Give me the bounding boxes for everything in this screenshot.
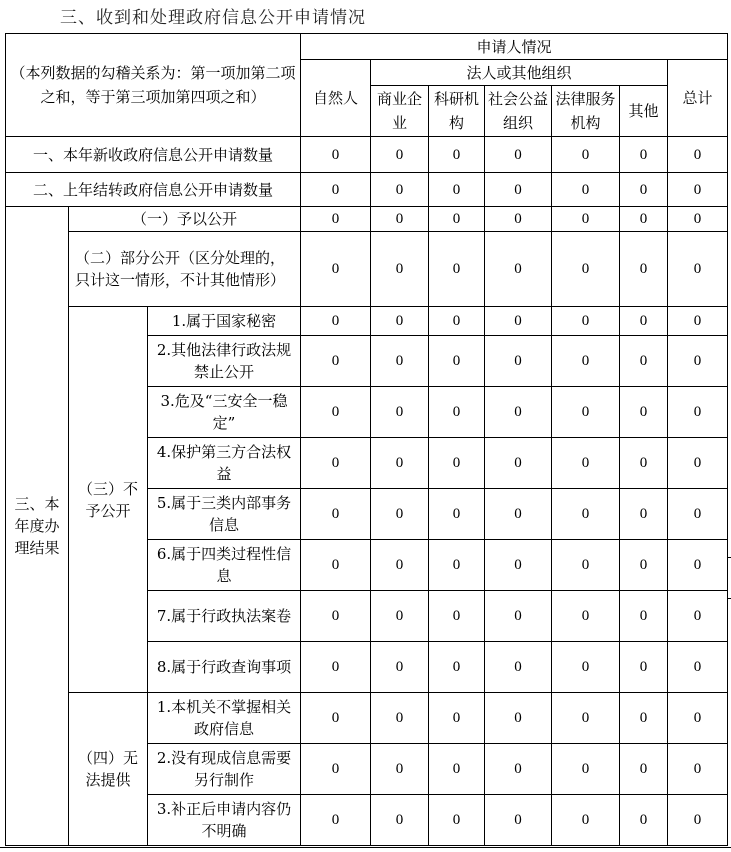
table-row (6, 693, 728, 744)
row-label-nd2: 2.其他法律行政法规禁止公开 (148, 336, 301, 387)
header-other: 其他 (620, 86, 668, 137)
cell: 0 (371, 387, 429, 438)
row-label-nd7: 7.属于行政执法案卷 (148, 591, 301, 642)
cell: 0 (485, 336, 552, 387)
cell: 0 (552, 307, 620, 336)
cell: 0 (301, 795, 371, 846)
cell: 0 (485, 591, 552, 642)
cell: 0 (552, 387, 620, 438)
cell: 0 (301, 489, 371, 540)
cell: 0 (620, 744, 668, 795)
cell: 0 (301, 693, 371, 744)
row-label-carried-over: 二、上年结转政府信息公开申请数量 (6, 173, 301, 207)
row-label-section3: 三、本年度办理结果 (6, 207, 69, 846)
cell: 0 (371, 795, 429, 846)
table-row (6, 307, 728, 336)
cell: 0 (620, 693, 668, 744)
cell: 0 (668, 336, 728, 387)
row-label-cannot-provide: （四）无法提供 (69, 693, 148, 846)
row-label-cp3: 3.补正后申请内容仍不明确 (148, 795, 301, 846)
cell: 0 (301, 207, 371, 232)
cell: 0 (429, 387, 485, 438)
cell: 0 (429, 207, 485, 232)
cell: 0 (429, 307, 485, 336)
cell: 0 (301, 232, 371, 307)
cell: 0 (485, 744, 552, 795)
cell: 0 (371, 591, 429, 642)
cell: 0 (429, 693, 485, 744)
cell: 0 (485, 232, 552, 307)
cell: 0 (668, 307, 728, 336)
table-row (6, 207, 728, 232)
cell: 0 (371, 489, 429, 540)
header-legal-service: 法律服务机构 (552, 86, 620, 137)
cell: 0 (429, 336, 485, 387)
cell: 0 (371, 173, 429, 207)
header-total: 总计 (668, 60, 728, 137)
cell: 0 (429, 137, 485, 173)
row-label-nd6: 6.属于四类过程性信息 (148, 540, 301, 591)
cell: 0 (620, 591, 668, 642)
cell: 0 (668, 642, 728, 693)
cell: 0 (301, 173, 371, 207)
cell: 0 (485, 173, 552, 207)
cell: 0 (620, 307, 668, 336)
cell: 0 (620, 173, 668, 207)
table-row (6, 137, 728, 173)
cell: 0 (668, 489, 728, 540)
cell: 0 (301, 336, 371, 387)
header-note: （本列数据的勾稽关系为：第一项加第二项之和，等于第三项加第四项之和） (6, 34, 301, 137)
row-label-cp2: 2.没有现成信息需要另行制作 (148, 744, 301, 795)
header-legal-group: 法人或其他组织 (371, 60, 668, 86)
cell: 0 (371, 336, 429, 387)
cell: 0 (620, 540, 668, 591)
cell: 0 (620, 387, 668, 438)
cell: 0 (485, 387, 552, 438)
cell: 0 (429, 232, 485, 307)
cell: 0 (552, 540, 620, 591)
cell: 0 (429, 438, 485, 489)
cell: 0 (552, 489, 620, 540)
cell: 0 (620, 336, 668, 387)
cell: 0 (485, 307, 552, 336)
cell: 0 (485, 795, 552, 846)
cell: 0 (371, 137, 429, 173)
cell: 0 (552, 173, 620, 207)
cell: 0 (668, 693, 728, 744)
cell: 0 (620, 795, 668, 846)
cell: 0 (301, 137, 371, 173)
cell: 0 (668, 438, 728, 489)
cell: 0 (668, 387, 728, 438)
cell: 0 (668, 795, 728, 846)
row-label-disclose: （一）予以公开 (69, 207, 301, 232)
cell: 0 (301, 438, 371, 489)
cell: 0 (429, 173, 485, 207)
cell: 0 (552, 232, 620, 307)
cell: 0 (620, 438, 668, 489)
cell: 0 (668, 137, 728, 173)
cell: 0 (485, 137, 552, 173)
cell: 0 (668, 744, 728, 795)
cell: 0 (371, 744, 429, 795)
cell: 0 (371, 642, 429, 693)
cell: 0 (552, 591, 620, 642)
row-label-not-disclose: （三）不予公开 (69, 307, 148, 693)
cell: 0 (552, 744, 620, 795)
cell: 0 (620, 207, 668, 232)
cell: 0 (668, 540, 728, 591)
cell: 0 (371, 540, 429, 591)
cell: 0 (668, 207, 728, 232)
cell: 0 (552, 336, 620, 387)
cell: 0 (552, 438, 620, 489)
table-row (6, 232, 728, 307)
cell: 0 (620, 232, 668, 307)
cell: 0 (552, 207, 620, 232)
adjacent-table-edge (727, 557, 731, 599)
row-label-nd1: 1.属于国家秘密 (148, 307, 301, 336)
cell: 0 (485, 207, 552, 232)
cell: 0 (668, 591, 728, 642)
cell: 0 (429, 591, 485, 642)
cell: 0 (552, 693, 620, 744)
cell: 0 (552, 642, 620, 693)
cell: 0 (371, 438, 429, 489)
cell: 0 (552, 795, 620, 846)
row-label-nd3: 3.危及“三安全一稳定” (148, 387, 301, 438)
applications-table (5, 33, 728, 846)
cell: 0 (668, 173, 728, 207)
cell: 0 (429, 540, 485, 591)
cell: 0 (429, 744, 485, 795)
cell: 0 (429, 489, 485, 540)
cell: 0 (301, 540, 371, 591)
cell: 0 (620, 137, 668, 173)
row-label-nd5: 5.属于三类内部事务信息 (148, 489, 301, 540)
cell: 0 (301, 642, 371, 693)
cell: 0 (301, 744, 371, 795)
cell: 0 (429, 795, 485, 846)
cell: 0 (485, 693, 552, 744)
row-label-partial: （二）部分公开（区分处理的，只计这一情形，不计其他情形） (69, 232, 301, 307)
cell: 0 (301, 591, 371, 642)
header-public-welfare: 社会公益组织 (485, 86, 552, 137)
cell: 0 (371, 693, 429, 744)
cell: 0 (552, 137, 620, 173)
cell: 0 (485, 489, 552, 540)
header-business: 商业企业 (371, 86, 429, 137)
cell: 0 (429, 642, 485, 693)
cell: 0 (668, 232, 728, 307)
cell: 0 (620, 642, 668, 693)
cell: 0 (620, 489, 668, 540)
row-label-nd4: 4.保护第三方合法权益 (148, 438, 301, 489)
section-title: 三、收到和处理政府信息公开申请情况 (60, 8, 366, 28)
cell: 0 (485, 642, 552, 693)
row-label-cp1: 1.本机关不掌握相关政府信息 (148, 693, 301, 744)
row-label-new-requests: 一、本年新收政府信息公开申请数量 (6, 137, 301, 173)
row-label-nd8: 8.属于行政查询事项 (148, 642, 301, 693)
cell: 0 (371, 207, 429, 232)
table-row (6, 173, 728, 207)
header-applicant: 申请人情况 (301, 34, 728, 60)
cell: 0 (301, 307, 371, 336)
cell: 0 (485, 540, 552, 591)
header-natural-person: 自然人 (301, 60, 371, 137)
cell: 0 (485, 438, 552, 489)
header-research: 科研机构 (429, 86, 485, 137)
cell: 0 (371, 232, 429, 307)
next-row-edge (0, 847, 731, 852)
cell: 0 (301, 387, 371, 438)
cell: 0 (371, 307, 429, 336)
